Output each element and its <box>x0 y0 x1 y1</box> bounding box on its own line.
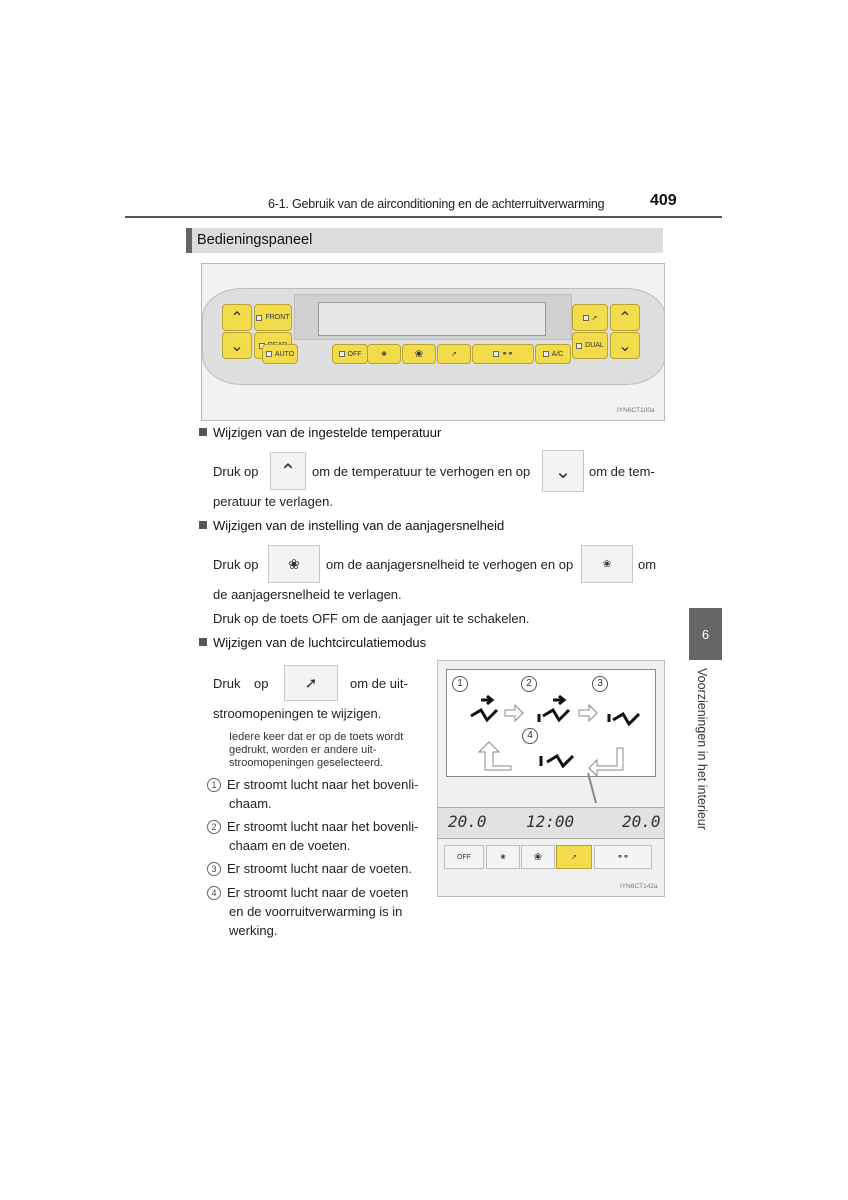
list-item <box>207 861 412 876</box>
item-line: Er stroomt lucht naar het bovenli- <box>227 819 419 834</box>
auto-button[interactable] <box>262 344 298 364</box>
airflow-figure <box>437 660 665 897</box>
airflow-diagram <box>447 670 655 776</box>
chevron-down-icon: ⌄ <box>618 337 632 355</box>
fan-down-button[interactable] <box>486 845 520 869</box>
fan-text-line2: de aanjagersnelheid te verlagen. <box>213 587 402 602</box>
upper-body-vent-icon <box>471 696 497 720</box>
airflow-icon: ➚ <box>451 351 457 358</box>
fan-large-icon: ❀ <box>414 348 424 360</box>
list-item <box>207 885 408 900</box>
air-text-b: op <box>254 676 269 691</box>
figure-id: IYN6CT100a <box>617 407 655 414</box>
foot-vent-icon <box>609 714 639 724</box>
ac-label: A/C <box>551 350 564 358</box>
temp-up-key-icon: ⌃ <box>270 452 306 490</box>
foot-defrost-vent-icon <box>541 756 573 766</box>
air-note-2: gedrukt, worden er andere uit- <box>229 744 377 756</box>
seat-button[interactable] <box>572 304 608 331</box>
list-item-cont: werking. <box>229 923 278 938</box>
control-panel-figure <box>201 263 665 421</box>
recirculation-icon: ⚭⚭ <box>617 854 629 861</box>
running-header-title: 6-1. Gebruik van de airconditioning en de achterruitverwarming <box>268 197 605 211</box>
air-text-line2: stroomopeningen te wijzigen. <box>213 706 382 721</box>
temp-text-b: om de temperatuur te verhogen en op <box>312 464 531 479</box>
air-note-3: stroomopeningen geselecteerd. <box>229 757 384 769</box>
fan-text-line3: Druk op de toets OFF om de aanjager uit te schakelen. <box>213 611 530 626</box>
airflow-key-icon: ➚ <box>284 665 338 701</box>
dual-label: DUAL <box>585 342 604 349</box>
recirculation-button[interactable] <box>594 845 652 869</box>
clock: 12:00 <box>526 812 575 831</box>
item-line: Er stroomt lucht naar de voeten <box>227 885 409 900</box>
fan-down-button[interactable] <box>367 344 401 364</box>
temp-text-a: Druk op <box>213 464 259 479</box>
air-heading-text: Wijzigen van de luchtcirculatiemodus <box>213 635 427 650</box>
off-button[interactable] <box>332 344 368 364</box>
callout-number: 2 <box>521 676 537 692</box>
seat-airflow-icon: ➚ <box>591 314 598 322</box>
off-button[interactable] <box>444 845 484 869</box>
temp-down-key-icon: ⌄ <box>542 450 584 492</box>
right-temp: 20.0 <box>622 812 661 831</box>
callout-number: 3 <box>592 676 608 692</box>
item-number: 4 <box>207 886 221 900</box>
fan-heading <box>199 518 504 533</box>
item-number: 1 <box>207 778 221 792</box>
chevron-down-icon: ⌄ <box>230 337 244 355</box>
airflow-callout <box>446 669 656 777</box>
temp-down-left-button[interactable] <box>222 332 252 359</box>
arrow-right-icon <box>579 705 597 721</box>
air-heading <box>199 635 426 650</box>
fan-heading-text: Wijzigen van de instelling van de aanjagersnelheid <box>213 518 505 533</box>
list-item <box>207 777 418 792</box>
item-line: Er stroomt lucht naar het bovenli- <box>227 777 419 792</box>
fan-small-icon: ❀ <box>500 854 506 861</box>
callout-number: 1 <box>452 676 468 692</box>
section-title: Bedieningspaneel <box>197 232 313 248</box>
bullet-square <box>199 521 207 529</box>
arrow-right-icon <box>505 705 523 721</box>
arrow-up-icon <box>479 742 511 770</box>
fan-up-button[interactable] <box>521 845 555 869</box>
recirculation-icon: ⚭⚭ <box>501 351 514 358</box>
lcd-display <box>438 807 664 839</box>
front-defog-button[interactable] <box>254 304 292 331</box>
airflow-mode-button[interactable] <box>556 845 592 869</box>
fan-down-key-icon: ❀ <box>581 545 633 583</box>
list-item-cont: en de voorruitverwarming is in <box>229 904 403 919</box>
chapter-tab-label: Voorzieningen in het interieur <box>695 668 709 830</box>
temp-text-line2: peratuur te verlagen. <box>213 494 333 509</box>
chevron-up-icon: ⌃ <box>618 309 632 327</box>
ac-button[interactable] <box>535 344 571 364</box>
arrow-return-icon <box>589 748 623 776</box>
bullet-square <box>199 638 207 646</box>
list-item <box>207 819 418 834</box>
temp-heading <box>199 425 441 440</box>
recirculation-button[interactable] <box>472 344 534 364</box>
list-item-cont: chaam. <box>229 796 272 811</box>
front-label: FRONT <box>265 314 290 321</box>
temp-heading-text: Wijzigen van de ingestelde temperatuur <box>213 425 442 440</box>
off-label: OFF <box>457 853 471 861</box>
item-number: 3 <box>207 862 221 876</box>
dual-button[interactable] <box>572 332 608 359</box>
bilevel-vent-icon <box>539 696 569 722</box>
figure-id: IYN6CT142a <box>620 883 658 890</box>
lcd-display <box>318 302 546 336</box>
left-temp: 20.0 <box>448 812 487 831</box>
item-number: 2 <box>207 820 221 834</box>
temp-text-c: om de tem- <box>589 464 655 479</box>
temp-up-left-button[interactable] <box>222 304 252 331</box>
header-rule <box>125 216 722 218</box>
air-text-a: Druk <box>213 676 241 691</box>
fan-text-c: om <box>638 557 657 572</box>
chapter-tab: 6 <box>689 608 722 660</box>
temp-up-right-button[interactable] <box>610 304 640 331</box>
fan-up-key-icon: ❀ <box>268 545 320 583</box>
airflow-mode-button[interactable] <box>437 344 471 364</box>
chevron-up-icon: ⌃ <box>230 309 244 327</box>
fan-small-icon: ❀ <box>381 351 387 358</box>
air-text-c: om de uit- <box>350 676 408 691</box>
page-number: 409 <box>650 192 677 209</box>
temp-down-right-button[interactable] <box>610 332 640 359</box>
fan-up-button[interactable] <box>402 344 436 364</box>
auto-label: AUTO <box>274 350 295 358</box>
bullet-square <box>199 428 207 436</box>
fan-text-b: om de aanjagersnelheid te verhogen en op <box>326 557 574 572</box>
air-note-1: Iedere keer dat er op de toets wordt <box>229 731 404 743</box>
fan-large-icon: ❀ <box>533 851 543 863</box>
item-line: Er stroomt lucht naar de voeten. <box>227 861 412 876</box>
callout-number: 4 <box>522 728 538 744</box>
list-item-cont: chaam en de voeten. <box>229 838 351 853</box>
airflow-icon: ➚ <box>571 854 577 861</box>
fan-text-a: Druk op <box>213 557 259 572</box>
off-label: OFF <box>347 350 362 358</box>
